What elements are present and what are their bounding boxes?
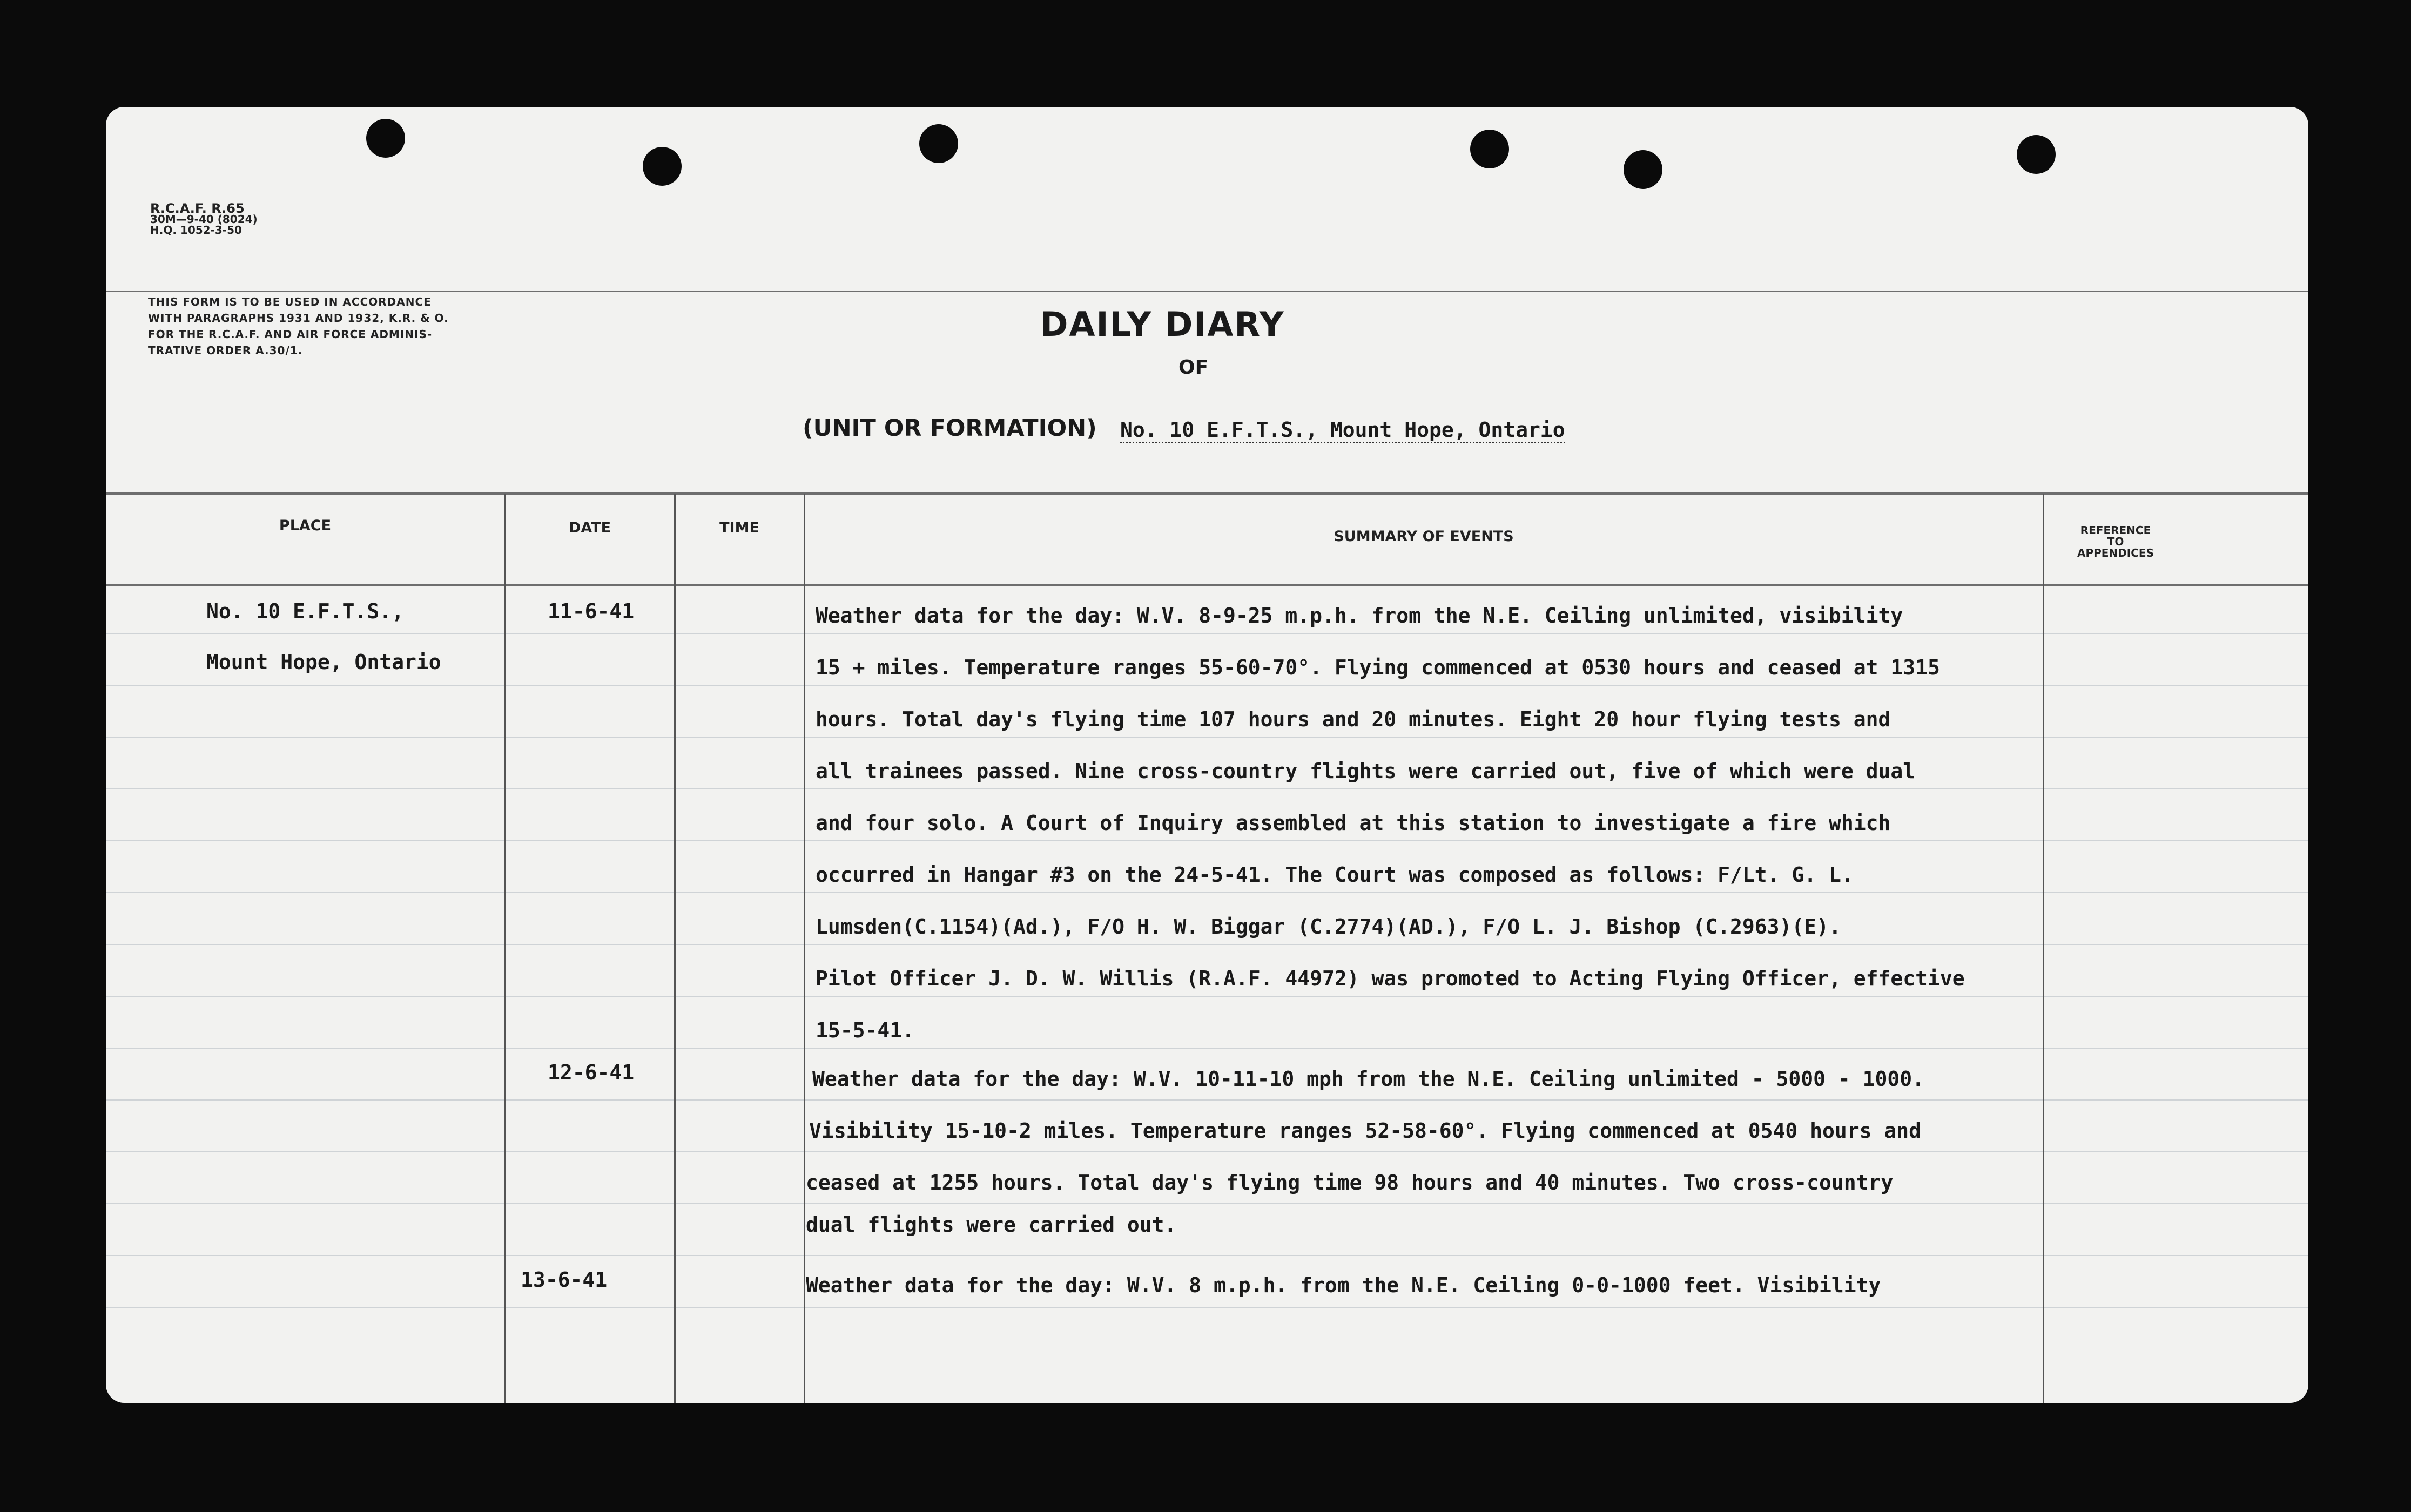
summary-line: occurred in Hangar #3 on the 24-5-41. The Court was composed as follows: F/Lt. G. L.: [816, 863, 1854, 887]
instruction-line: WITH PARAGRAPHS 1931 AND 1932, K.R. & O.: [148, 312, 449, 325]
summary-line: hours. Total day's flying time 107 hours and 20 minutes. Eight 20 hour flying tests and: [816, 707, 1891, 731]
form-code: [150, 203, 258, 235]
column-header-time: TIME: [719, 519, 759, 536]
header-bottom-rule: [106, 584, 2308, 586]
summary-line: and four solo. A Court of Inquiry assembled at this station to investigate a fire which: [816, 811, 1891, 835]
column-header-place: PLACE: [279, 517, 332, 534]
punch-hole: [919, 124, 958, 163]
ruled-line: [106, 633, 2308, 634]
punch-hole: [2017, 135, 2056, 174]
entry-date: 12-6-41: [548, 1061, 635, 1084]
ruled-line: [106, 1099, 2308, 1101]
ruled-line: [106, 1307, 2308, 1308]
entry-date: 11-6-41: [548, 599, 635, 623]
ruled-line: [106, 1203, 2308, 1204]
summary-line: 15-5-41.: [816, 1018, 915, 1042]
instruction-line: THIS FORM IS TO BE USED IN ACCORDANCE: [148, 295, 432, 308]
ruled-line: [106, 1151, 2308, 1152]
summary-line: Visibility 15-10-2 miles. Temperature ranges 52-58-60°. Flying commenced at 0540 hours and: [809, 1119, 1922, 1143]
form-code-sub: 30M—9-40 (8024): [150, 213, 258, 226]
header-rule: [106, 291, 2308, 292]
ruled-line: [106, 685, 2308, 686]
instruction-line: TRATIVE ORDER A.30/1.: [148, 344, 303, 357]
summary-line: ceased at 1255 hours. Total day's flying time 98 hours and 40 minutes. Two cross-country: [806, 1171, 1894, 1194]
table-top-rule: [106, 492, 2308, 495]
reference-header-line: TO: [2107, 535, 2124, 548]
diary-sheet: [106, 107, 2308, 1403]
ruled-line: [106, 944, 2308, 945]
ruled-line: [106, 1255, 2308, 1256]
entry-date: 13-6-41: [521, 1268, 608, 1292]
summary-line: Lumsden(C.1154)(Ad.), F/O H. W. Biggar (C.2774)(AD.), F/O L. J. Bishop (C.2963)(E).: [816, 915, 1841, 939]
ruled-line: [106, 996, 2308, 997]
column-divider: [504, 494, 506, 1403]
form-code-main: R.C.A.F. R.65: [150, 201, 245, 216]
punch-hole: [366, 119, 405, 158]
unit-value: No. 10 E.F.T.S., Mount Hope, Ontario: [1120, 418, 1565, 443]
column-header-date: DATE: [568, 519, 611, 536]
place-line: Mount Hope, Ontario: [206, 650, 441, 674]
punch-hole: [1470, 130, 1509, 168]
ruled-line: [106, 737, 2308, 738]
instruction-line: FOR THE R.C.A.F. AND AIR FORCE ADMINIS-: [148, 328, 433, 341]
column-header-summary: SUMMARY OF EVENTS: [1334, 528, 1514, 545]
summary-line: Weather data for the day: W.V. 8-9-25 m.p.h. from the N.E. Ceiling unlimited, visibility: [816, 604, 1903, 627]
summary-line: all trainees passed. Nine cross-country flights were carried out, five of which were dual: [816, 759, 1916, 783]
column-divider: [674, 494, 676, 1403]
summary-line: Weather data for the day: W.V. 10-11-10 mph from the N.E. Ceiling unlimited - 5000 - 1000.: [812, 1067, 1925, 1091]
summary-line: 15 + miles. Temperature ranges 55-60-70°. Flying commenced at 0530 hours and ceased at 1315: [816, 656, 1940, 679]
summary-line: Weather data for the day: W.V. 8 m.p.h. from the N.E. Ceiling 0-0-1000 feet. Visibility: [806, 1273, 1881, 1297]
ruled-line: [106, 840, 2308, 841]
punch-hole: [1624, 150, 1662, 189]
punch-hole: [643, 147, 682, 186]
summary-line: Pilot Officer J. D. W. Willis (R.A.F. 44972) was promoted to Acting Flying Officer, effective: [816, 967, 1965, 990]
column-header-reference: [2043, 525, 2188, 559]
ruled-line: [106, 892, 2308, 893]
reference-header-line: APPENDICES: [2077, 546, 2154, 559]
diary-title: DAILY DIARY: [1040, 305, 1285, 344]
ruled-line: [106, 788, 2308, 789]
unit-label: (UNIT OR FORMATION): [803, 415, 1097, 442]
ruled-line: [106, 1048, 2308, 1049]
column-divider: [804, 494, 805, 1403]
summary-line: dual flights were carried out.: [806, 1213, 1177, 1237]
diary-title-of: OF: [1178, 356, 1209, 379]
reference-header-line: REFERENCE: [2080, 524, 2151, 537]
column-divider: [2043, 494, 2044, 1403]
form-code-sub: H.Q. 1052-3-50: [150, 224, 242, 237]
form-instructions: [148, 294, 449, 359]
place-line: No. 10 E.F.T.S.,: [206, 599, 405, 623]
